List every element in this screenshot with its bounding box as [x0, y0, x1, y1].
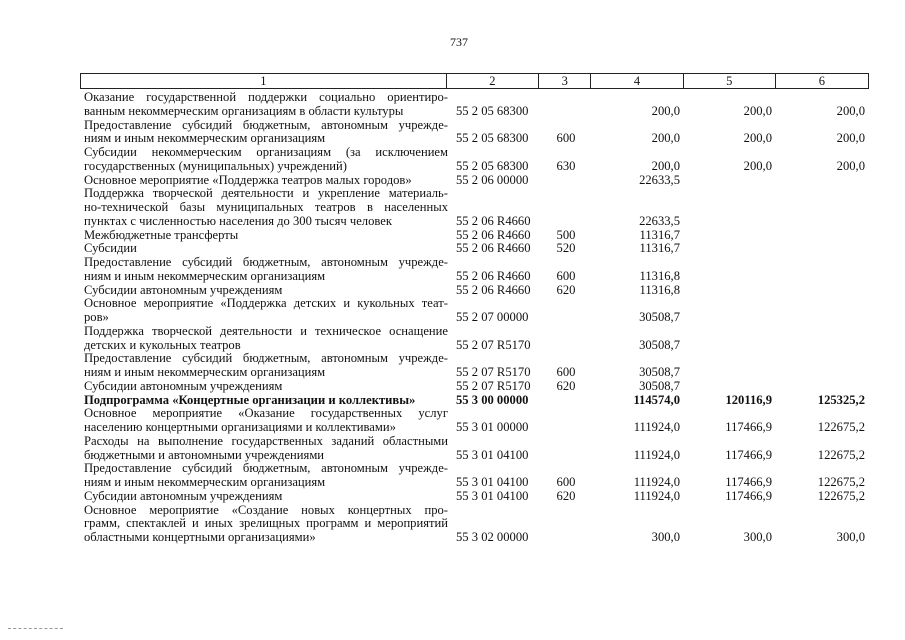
description-line: грамм, спектаклей и иных зрелищных программ и мероприятий	[84, 517, 448, 531]
row-description	[80, 504, 448, 545]
row-code: 55 2 06 R4660	[456, 227, 531, 242]
description-line: Поддержка творческой деятельности и укрепление материаль-	[84, 187, 448, 201]
header-col-5: 5	[683, 74, 775, 88]
description-line: Поддержка творческой деятельности и техническое оснащение	[84, 324, 448, 338]
row-value-col6: 122675,2	[817, 475, 865, 489]
table-row	[80, 242, 869, 256]
row-code: 55 3 00 00000	[456, 392, 529, 407]
row-value-col5: 200,0	[743, 103, 772, 118]
description-line: ров»	[84, 311, 109, 324]
table-row	[80, 91, 869, 119]
row-expense-type: 600	[556, 475, 576, 489]
row-expense-type: 600	[556, 131, 576, 146]
row-value-col4: 30508,7	[639, 337, 680, 352]
row-code: 55 2 05 68300	[456, 103, 529, 118]
description-line: Предоставление субсидий бюджетным, автономным учрежде-	[84, 352, 448, 366]
description-line: Субсидии	[84, 242, 137, 256]
row-code: 55 3 02 00000	[456, 530, 529, 544]
row-code: 55 2 07 R5170	[456, 378, 531, 393]
description-line: Межбюджетные трансферты	[84, 228, 239, 242]
table-row	[80, 174, 869, 188]
description-line: Оказание государственной поддержки социально ориентиро-	[84, 91, 448, 104]
header-col-2: 2	[446, 74, 538, 88]
row-value-col6: 125325,2	[817, 392, 865, 407]
row-value-col5: 300,0	[743, 530, 772, 544]
header-col-1: 1	[260, 74, 267, 88]
row-value-col4: 11316,7	[639, 241, 680, 256]
row-expense-type: 600	[556, 268, 576, 283]
row-value-col4: 111924,0	[633, 488, 680, 503]
row-value-col4: 11316,8	[639, 268, 680, 283]
page-number: 737	[450, 35, 468, 49]
row-value-col5: 200,0	[743, 131, 772, 146]
table-header	[80, 73, 869, 89]
description-line: бюджетными и автономными учреждениями	[84, 448, 325, 462]
row-description	[80, 394, 448, 408]
row-code: 55 2 06 00000	[456, 172, 529, 187]
row-value-col4: 200,0	[651, 103, 680, 118]
table-row	[80, 187, 869, 228]
row-expense-type: 630	[556, 158, 576, 173]
row-description	[80, 407, 448, 435]
table-row	[80, 119, 869, 147]
row-description	[80, 229, 448, 243]
row-value-col6: 122675,2	[817, 447, 865, 462]
table-row	[80, 394, 869, 408]
row-expense-type: 620	[556, 488, 576, 503]
row-value-col4: 111924,0	[633, 420, 680, 434]
header-col-3: 3	[538, 74, 591, 88]
row-code: 55 3 01 00000	[456, 420, 529, 434]
row-code: 55 3 01 04100	[456, 488, 529, 503]
description-line: областными концертными организациями»	[84, 531, 316, 544]
row-value-col4: 111924,0	[633, 447, 680, 462]
description-line: Основное мероприятие «Создание новых концертных про-	[84, 503, 448, 517]
row-value-col4: 114574,0	[633, 392, 680, 407]
row-value-col4: 300,0	[651, 530, 680, 544]
description-line: пунктах с численностью населения до 300 тысяч человек	[84, 214, 392, 228]
row-code: 55 2 06 R4660	[456, 282, 531, 297]
row-expense-type: 600	[556, 365, 576, 379]
row-code: 55 2 06 R4660	[456, 213, 531, 228]
row-description	[80, 462, 448, 490]
budget-table	[80, 73, 869, 545]
row-value-col5: 117466,9	[725, 488, 772, 503]
table-row	[80, 325, 869, 353]
row-value-col4: 11316,7	[639, 227, 680, 242]
row-value-col4: 30508,7	[639, 365, 680, 379]
row-value-col4: 30508,7	[639, 310, 680, 324]
description-line: Подпрограмма «Концертные организации и коллективы»	[84, 393, 416, 407]
row-expense-type: 520	[556, 241, 576, 256]
description-line: Основное мероприятие «Поддержка детских и кукольных теат-	[84, 297, 448, 311]
row-value-col4: 22633,5	[639, 213, 680, 228]
row-value-col5: 117466,9	[725, 420, 772, 434]
row-value-col4: 200,0	[651, 158, 680, 173]
row-description	[80, 284, 448, 298]
row-code: 55 3 01 04100	[456, 475, 529, 489]
table-row	[80, 352, 869, 380]
row-value-col6: 122675,2	[817, 420, 865, 434]
description-line: ниям и иным некоммерческим организациям	[84, 132, 326, 146]
row-code: 55 3 01 04100	[456, 447, 529, 462]
row-expense-type: 620	[556, 378, 576, 393]
row-description	[80, 380, 448, 394]
row-value-col5: 117466,9	[725, 475, 772, 489]
header-col-6: 6	[775, 74, 868, 88]
description-line: Субсидии автономным учреждениям	[84, 283, 283, 297]
description-line: ниям и иным некоммерческим организациям	[84, 366, 326, 379]
table-row	[80, 407, 869, 435]
description-line: ниям и иным некоммерческим организациям	[84, 269, 326, 283]
row-description	[80, 242, 448, 256]
row-description	[80, 174, 448, 188]
row-expense-type: 500	[556, 227, 576, 242]
table-row	[80, 462, 869, 490]
description-line: ниям и иным некоммерческим организациям	[84, 476, 326, 489]
row-value-col4: 111924,0	[633, 475, 680, 489]
row-description	[80, 119, 448, 147]
table-row	[80, 490, 869, 504]
table-row	[80, 256, 869, 284]
row-value-col5: 117466,9	[725, 447, 772, 462]
description-line: Предоставление субсидий бюджетным, автономным учрежде-	[84, 256, 448, 269]
description-line: Предоставление субсидий бюджетным, автономным учрежде-	[84, 118, 448, 132]
table-row	[80, 504, 869, 545]
row-expense-type: 620	[556, 282, 576, 297]
row-value-col4: 11316,8	[639, 282, 680, 297]
row-description	[80, 435, 448, 463]
description-line: Расходы на выполнение государственных заданий областными	[84, 434, 448, 448]
row-value-col5: 120116,9	[725, 392, 772, 407]
row-code: 55 2 07 R5170	[456, 365, 531, 379]
table-row	[80, 229, 869, 243]
row-description	[80, 256, 448, 284]
row-description	[80, 352, 448, 380]
row-code: 55 2 06 R4660	[456, 268, 531, 283]
row-code: 55 2 05 68300	[456, 131, 529, 146]
table-row	[80, 284, 869, 298]
description-line: государственных (муниципальных) учреждений)	[84, 159, 347, 173]
description-line: Основное мероприятие «Поддержка театров малых городов»	[84, 173, 412, 187]
row-value-col4: 200,0	[651, 131, 680, 146]
description-line: детских и кукольных театров	[84, 338, 241, 352]
row-description	[80, 490, 448, 504]
row-code: 55 2 05 68300	[456, 158, 529, 173]
row-description	[80, 297, 448, 325]
row-value-col5: 200,0	[743, 158, 772, 173]
row-value-col6: 122675,2	[817, 488, 865, 503]
table-body	[80, 89, 869, 545]
description-line: но-технической базы муниципальных театров в населенных	[84, 201, 448, 214]
row-value-col6: 200,0	[836, 131, 865, 146]
description-line: ванным некоммерческим организациям в области культуры	[84, 104, 404, 118]
row-description	[80, 91, 448, 119]
header-col-4: 4	[590, 74, 682, 88]
row-value-col6: 300,0	[836, 530, 865, 544]
row-code: 55 2 06 R4660	[456, 241, 531, 256]
table-row	[80, 297, 869, 325]
row-value-col6: 200,0	[836, 158, 865, 173]
description-line: Субсидии некоммерческим организациям (за исключением	[84, 146, 448, 159]
table-row	[80, 435, 869, 463]
scan-margin-mark	[8, 628, 63, 629]
row-code: 55 2 07 R5170	[456, 337, 531, 352]
description-line: Предоставление субсидий бюджетным, автономным учрежде-	[84, 462, 448, 476]
row-code: 55 2 07 00000	[456, 310, 529, 324]
table-row	[80, 380, 869, 394]
row-description	[80, 146, 448, 174]
description-line: населению концертными организациями и коллективами»	[84, 421, 396, 434]
row-description	[80, 187, 448, 228]
table-row	[80, 146, 869, 174]
description-line: Основное мероприятие «Оказание государственных услуг	[84, 407, 448, 421]
row-description	[80, 325, 448, 353]
row-value-col4: 22633,5	[639, 172, 680, 187]
description-line: Субсидии автономным учреждениям	[84, 379, 283, 393]
description-line: Субсидии автономным учреждениям	[84, 489, 283, 503]
row-value-col4: 30508,7	[639, 378, 680, 393]
row-value-col6: 200,0	[836, 103, 865, 118]
